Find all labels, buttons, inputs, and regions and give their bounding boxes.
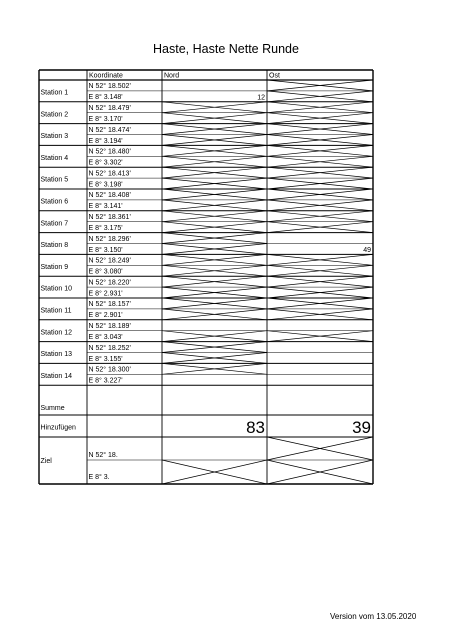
station-coord-n: N 52° 18.361' <box>88 214 131 221</box>
station-coord-n: N 52° 18.296' <box>88 235 131 243</box>
station-label: Station 8 <box>40 242 69 250</box>
hinzufuegen-ost-value: 39 <box>352 418 371 437</box>
summe-label: Summe <box>40 405 65 413</box>
column-header-nord: Nord <box>164 72 180 80</box>
station-coord-n: N 52° 18.300' <box>88 366 131 374</box>
station-coord-e: E 8° 3.227' <box>88 377 123 385</box>
station-label: Station 6 <box>40 198 69 206</box>
station-label: Station 4 <box>40 154 69 162</box>
station-coord-e: E 8° 3.150' <box>88 246 123 254</box>
station-ost-value: 49 <box>363 247 371 255</box>
column-header-coord: Koordinate <box>89 72 123 80</box>
station-coord-n: N 52° 18.220' <box>88 279 131 287</box>
ziel-label: Ziel <box>40 458 52 465</box>
station-coord-e: E 8° 3.141' <box>88 203 123 211</box>
station-coord-n: N 52° 18.474' <box>88 126 131 134</box>
page-title: Haste, Haste Nette Runde <box>153 42 299 56</box>
station-label: Station 2 <box>40 111 69 119</box>
station-coord-e: E 8° 2.931' <box>88 290 123 298</box>
station-label: Station 5 <box>40 176 69 184</box>
station-coord-e: E 8° 3.198' <box>88 181 123 189</box>
station-coord-n: N 52° 18.249' <box>88 257 131 265</box>
station-coord-n: N 52° 18.189' <box>88 323 131 330</box>
hinzufuegen-nord-value: 83 <box>246 418 265 437</box>
station-label: Station 3 <box>40 133 69 141</box>
station-label: Station 9 <box>40 263 69 271</box>
station-label: Station 14 <box>40 372 73 380</box>
station-label: Station 13 <box>40 351 73 359</box>
ziel-coord-e: E 8° 3. <box>88 474 110 481</box>
station-coord-e: E 8° 3.302' <box>88 159 123 167</box>
ziel-coord-n: N 52° 18. <box>88 452 118 459</box>
station-coord-e: E 8° 3.148' <box>88 94 123 102</box>
station-coord-e: E 8° 2.901' <box>88 312 123 320</box>
table-texts <box>41 73 372 482</box>
station-coord-n: N 52° 18.157' <box>88 301 131 309</box>
station-label: Station 12 <box>40 329 73 337</box>
station-coord-n: N 52° 18.408' <box>88 192 131 200</box>
version-note: Version vom 13.05.2020 <box>330 612 417 621</box>
hinzufuegen-label: Hinzufügen <box>40 424 76 432</box>
station-label: Station 11 <box>40 307 72 315</box>
station-label: Station 10 <box>40 285 73 293</box>
station-coord-e: E 8° 3.170' <box>88 116 123 123</box>
station-coord-n: N 52° 18.502' <box>88 83 131 91</box>
station-label: Station 7 <box>40 220 69 228</box>
station-nord-value: 12 <box>257 94 265 102</box>
station-coord-n: N 52° 18.479' <box>88 105 131 112</box>
station-label: Station 1 <box>40 89 69 97</box>
station-coord-n: N 52° 18.252' <box>88 344 131 352</box>
station-coord-e: E 8° 3.080' <box>88 268 123 276</box>
station-coord-e: E 8° 3.043' <box>88 334 123 341</box>
station-coord-n: N 52° 18.413' <box>88 170 131 178</box>
station-coord-e: E 8° 3.155' <box>88 355 123 363</box>
column-header-ost: Ost <box>269 72 280 80</box>
station-coord-n: N 52° 18.480' <box>88 148 131 156</box>
table-crosses <box>162 80 373 484</box>
station-coord-e: E 8° 3.194' <box>88 137 123 145</box>
station-coord-e: E 8° 3.175' <box>88 225 123 232</box>
